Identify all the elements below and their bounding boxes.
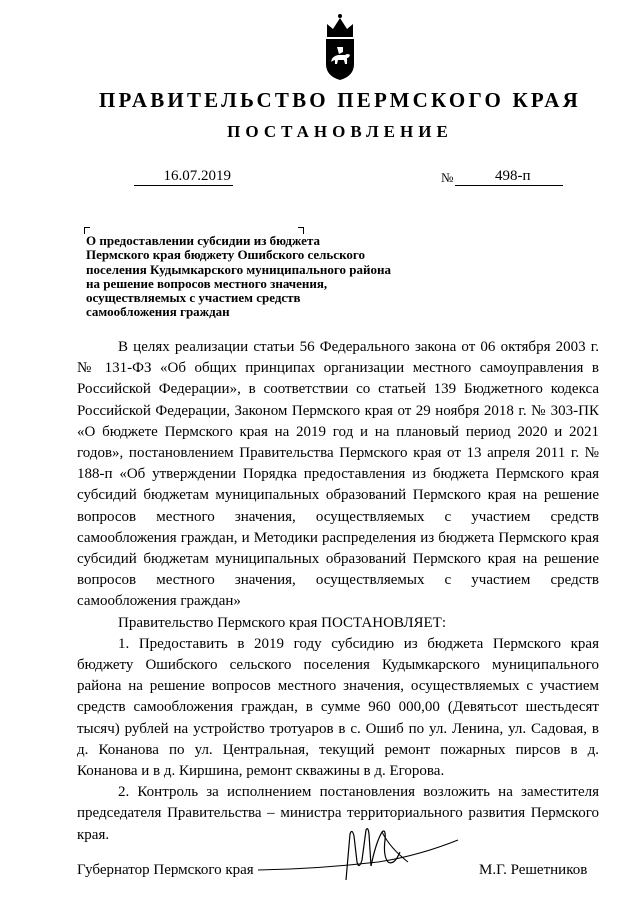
document-type: ПОСТАНОВЛЕНИЕ [227,122,453,141]
subject-line: на решение вопросов местного значения, [86,275,328,291]
resolution-paragraph: Правительство Пермского края ПОСТАНОВЛЯЕТ: [118,614,447,631]
signatory-name: М.Г. Решетников [479,862,588,878]
clause-1-paragraph: 1. Предоставить в 2019 году субсидию из бюджета Пермского края бюджету Ошибского сельского поселения Кудымкарского муниципального района на решение вопросов местного значения, осуществляемых с участием средств самообложения граждан, в сумме 960 000,00 (Девятьсот шестьдесят тысяч) рублей на устройство тротуаров в с. Ошиб по ул. Ленина, ул. Садовая, в д. Конанова по ул. Центральная, текущий ремонт пожарных пирсов в д. Конанова и в д. Киршина, ремонт скважины в д. Егорова. [77,635,599,780]
perm-krai-coat-of-arms-icon [319,12,361,82]
preamble-paragraph: В целях реализации статьи 56 Федерального закона от 06 октября 2003 г. № 131-ФЗ «Об общих принципах организации местного самоуправления в Российской Федерации», в соответствии со статьей 139 Бюджетного кодекса Российской Федерации, Законом Пермского края от 29 ноября 2018 г. № 303-ПК «О бюджете Пермского края на 2019 год и на плановый период 2020 и 2021 годов», постановлением Правительства Пермского края от 13 апреля 2011 г. № 188-п «Об утверждении Порядка предоставления из бюджета Пермского края субсидий бюджетам муниципальных образований Пермского края на решение вопросов местного значения, осуществляемых с участием средств самообложения граждан, и Методики распределения из бюджета Пермского края субсидий бюджетам муниципальных образований Пермского края на решение вопросов местного значения, осуществляемых с участием средств самообложения граждан» [77,339,599,610]
subject-line: О предоставлении субсидии из бюджета [86,233,320,248]
document-subject [86,234,466,320]
signatory-position: Губернатор Пермского края [77,862,254,878]
handwritten-signature-icon [258,822,468,884]
document-number: 498-п [455,167,563,186]
subject-line: осуществляемых с участием средств [86,290,301,306]
document-body [77,337,599,846]
document-date: 16.07.2019 [134,167,233,186]
subject-line: поселения Кудымкарского муниципального района [86,261,391,277]
subject-line: самообложения граждан [86,304,230,320]
government-name: ПРАВИТЕЛЬСТВО ПЕРМСКОГО КРАЯ [98,88,581,112]
clause-2-paragraph: 2. Контроль за исполнением постановления возложить на заместителя председателя Правительства – министра территориального развития Пермского края. [77,784,599,843]
subject-line: Пермского края бюджету Ошибского сельского [86,247,365,263]
number-sign: № [441,170,454,185]
